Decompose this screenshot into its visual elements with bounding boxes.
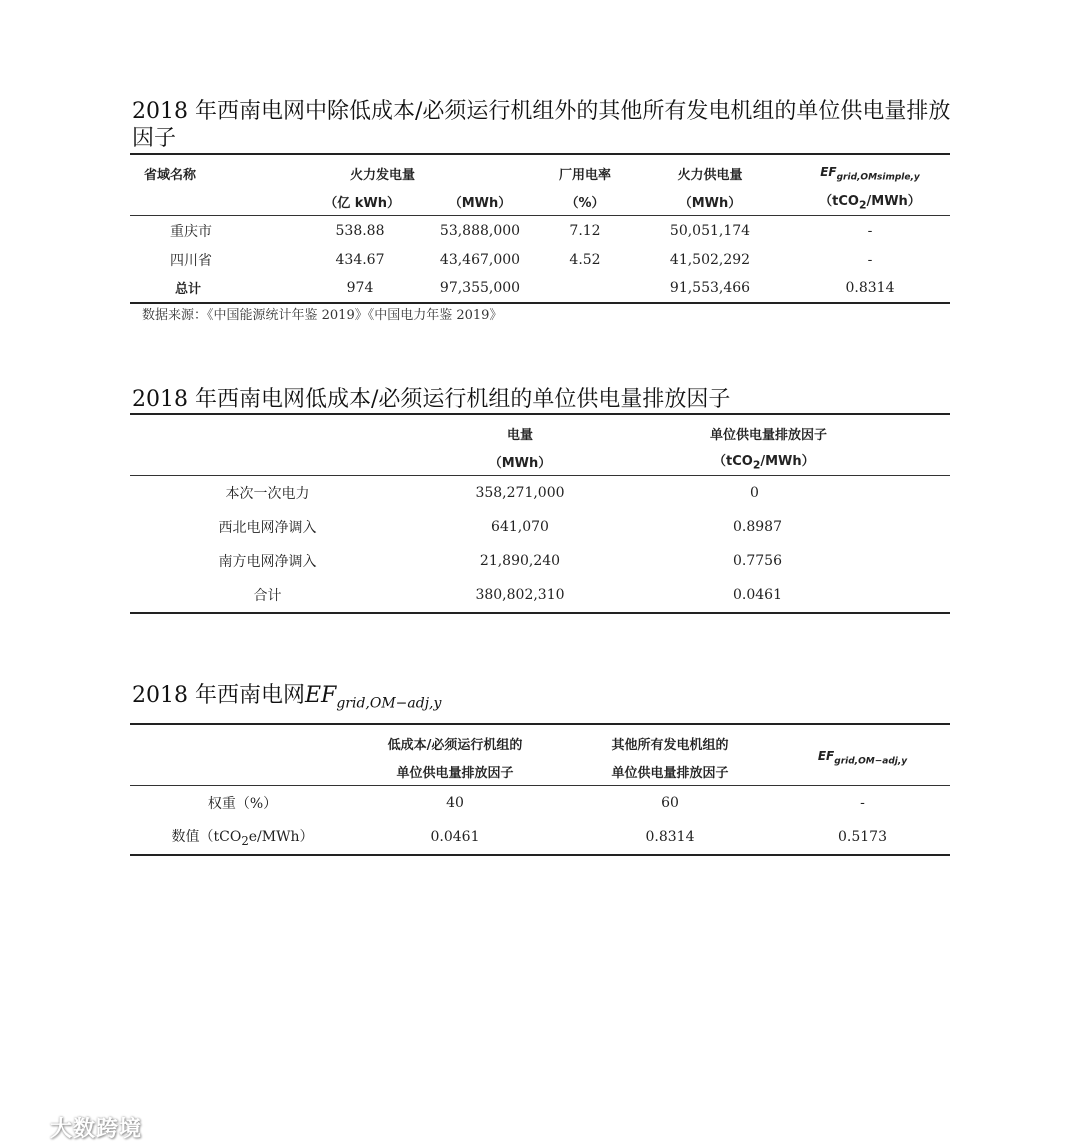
- header-province: 省域名称: [143, 167, 196, 183]
- table-row: 南方电网净调入 21,890,240 0.7756: [218, 553, 782, 570]
- table-row: 重庆市 538.88 53,888,000 7.12 50,051,174 -: [170, 222, 873, 240]
- header-factor: 单位供电量排放因子: [710, 427, 828, 443]
- watermark-text: 大数跨境: [50, 1117, 143, 1142]
- header-other-line2: 单位供电量排放因子: [565, 757, 775, 786]
- unit-ef: （tCO$_2$/MWh）: [790, 187, 950, 216]
- section1-title-line2: 因子: [132, 126, 177, 151]
- unit-factor: （tCO$_2$/MWh）: [605, 447, 950, 476]
- section3-title: 2018 年西南电网$EF_{grid,OM-adj,y}$: [132, 683, 442, 712]
- table-row: 权重（%） 40 60 -: [207, 795, 865, 812]
- unit-supply: （MWh）: [630, 187, 790, 216]
- header-other-line1: 其他所有发电机组的: [611, 737, 729, 753]
- watermark: [8, 1112, 142, 1143]
- table-total-row: 总计 974 97,355,000 91,553,466 0.8314: [175, 279, 895, 297]
- watermark-logo-icon: [8, 1119, 46, 1141]
- table-row: 数值（tCO$_2$e/MWh） 0.0461 0.8314 0.5173: [130, 820, 950, 855]
- table-row: 本次一次电力 358,271,000 0: [225, 485, 759, 502]
- header-plant-rate: 厂用电率: [558, 167, 611, 183]
- section1-title: [132, 98, 950, 152]
- table-total-row: 合计 380,802,310 0.0461: [253, 587, 782, 604]
- combined-margin-table: [130, 723, 950, 856]
- unit-gen-mwh: （MWh）: [420, 187, 540, 216]
- header-thermal-supply: 火力供电量: [677, 167, 743, 183]
- table-row: 西北电网净调入 641,070 0.8987: [218, 519, 782, 536]
- header-thermal-gen: 火力发电量: [350, 167, 416, 183]
- unit-power: （MWh）: [405, 447, 605, 476]
- section2-title: 2018 年西南电网低成本/必须运行机组的单位供电量排放因子: [132, 387, 731, 412]
- data-source-note: 数据来源：《中国能源统计年鉴 2019》《中国电力年鉴 2019》: [142, 308, 503, 323]
- unit-rate: （%）: [540, 187, 630, 216]
- header-ef-om-adj: $EF_{grid,OM-adj,y}$: [775, 724, 950, 786]
- thermal-emission-table: [130, 153, 950, 304]
- header-low-cost-line2: 单位供电量排放因子: [345, 757, 565, 786]
- table-row: 四川省 434.67 43,467,000 4.52 41,502,292 -: [170, 251, 873, 269]
- unit-gen-kwh: （亿 kWh）: [210, 187, 420, 216]
- value-label: 数值（tCO$_2$e/MWh）: [171, 829, 314, 848]
- header-power: 电量: [506, 427, 533, 443]
- header-ef: $EF_{grid,OMsimple,y}$: [820, 164, 920, 183]
- low-cost-emission-table: [130, 413, 950, 614]
- section1-title-line1: 2018 年西南电网中除低成本/必须运行机组外的其他所有发电机组的单位供电量排放: [132, 99, 951, 124]
- header-low-cost-line1: 低成本/必须运行机组的: [387, 737, 523, 753]
